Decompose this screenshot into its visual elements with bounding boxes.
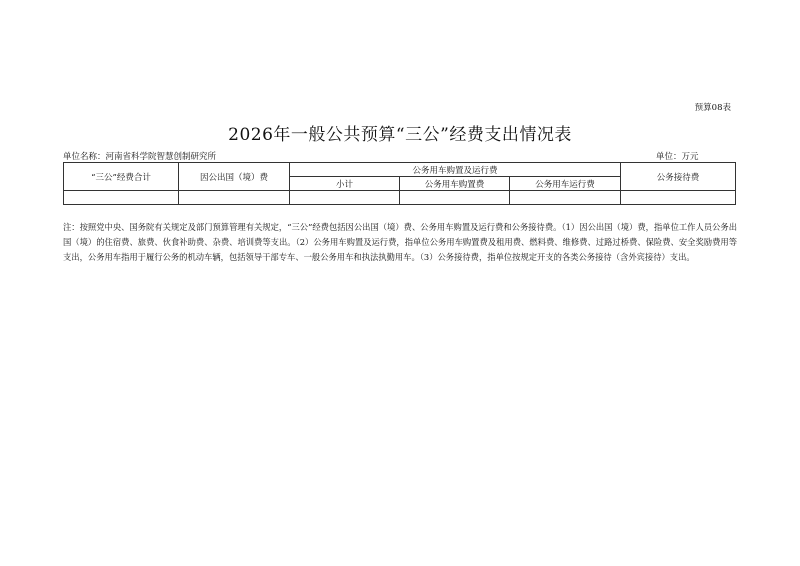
cell-subtotal (290, 191, 400, 205)
currency-unit-label: 单位：万元 (656, 152, 699, 162)
header-abroad: 因公出国（境）费 (179, 163, 290, 191)
header-total: “三公”经费合计 (64, 163, 179, 191)
page-title: 2026年一般公共预算“三公”经费支出情况表 (228, 125, 572, 145)
header-vehicle-running: 公务用车运行费 (510, 177, 621, 191)
cell-abroad (179, 191, 290, 205)
header-vehicle-group: 公务用车购置及运行费 (290, 163, 621, 177)
cell-total (64, 191, 179, 205)
header-vehicle-purchase: 公务用车购置费 (400, 177, 510, 191)
cell-vehicle-purchase (400, 191, 510, 205)
form-number: 预算08表 (694, 103, 731, 113)
explanatory-note: 注：按照党中央、国务院有关规定及部门预算管理有关规定，“三公”经费包括因公出国（境）费、公务用车购置及运行费和公务接待费。（1）因公出国（境）费，指单位工作人员公务出国（境）的住宿费、旅费、伙食补助费、杂费、培训费等支出。（2）公务用车购置及运行费，指单位公务用车购置费及租用费、燃料费、维修费、过路过桥费、保险费、安全奖励费用等支出，公务用车指用于履行公务的机动车辆，包括领导干部专车、一般公务用车和执法执勤用车。（3）公务接待费，指单位按规定开支的各类公务接待（含外宾接待）支出。 (63, 222, 737, 262)
header-subtotal: 小计 (290, 177, 400, 191)
unit-name-label: 单位名称：河南省科学院智慧创制研究所 (63, 152, 217, 162)
header-reception: 公务接待费 (621, 163, 736, 191)
cell-reception (621, 191, 736, 205)
cell-vehicle-running (510, 191, 621, 205)
three-public-expenses-table (63, 162, 736, 205)
